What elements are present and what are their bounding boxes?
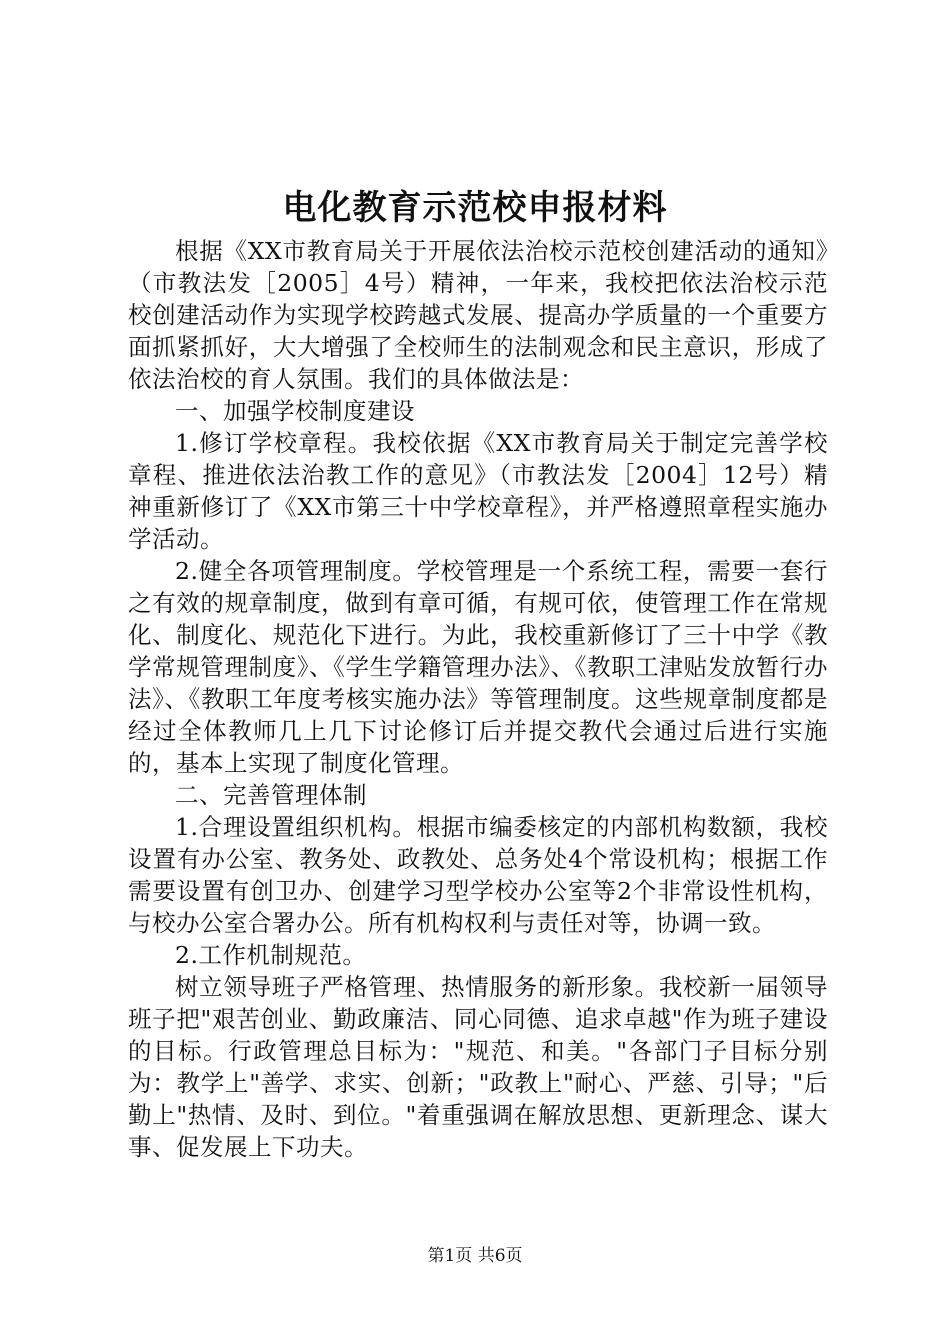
section-heading-1: 一、加强学校制度建设: [175, 397, 415, 425]
document-title: 电化教育示范校申报材料: [282, 188, 668, 228]
paragraph-1-2: 2.健全各项管理制度。学校管理是一个系统工程，需要一套行之有效的规章制度，做到有章可循，有规可依，使管理工作在常规化、制度化、规范化下进行。为此，我校重新修订了三十中学《教学常规管理制度》、《学生学籍管理办法》、《教职工津贴发放暂行办法》、《教职工年度考核实施办法》等管理制度。这些规章制度都是经过全体教师几上几下讨论修订后并提交教代会通过后进行实施的，基本上实现了制度化管理。: [128, 557, 828, 777]
paragraph-2-2-body: 树立领导班子严格管理、热情服务的新形象。我校新一届领导班子把"艰苦创业、勤政廉洁、同心同德、追求卓越"作为班子建设的目标。行政管理总目标为："规范、和美。"各部门子目标分别为：教学上"善学、求实、创新；"政教上"耐心、严慈、引导；"后勤上"热情、及时、到位。"着重强调在解放思想、更新理念、谋大事、促发展上下功夫。: [128, 973, 828, 1161]
paragraph-2-1: 1.合理设置组织机构。根据市编委核定的内部机构数额，我校设置有办公室、教务处、政教处、总务处4个常设机构；根据工作需要设置有创卫办、创建学习型学校办公室等2个非常设性机构，与校办公室合署办公。所有机构权利与责任对等，协调一致。: [128, 813, 828, 937]
paragraph-1-1: 1.修订学校章程。我校依据《XX市教育局关于制定完善学校章程、推进依法治教工作的意见》（市教法发［2004］12号）精神重新修订了《XX市第三十中学校章程》，并严格遵照章程实施办学活动。: [128, 429, 828, 553]
section-heading-2: 二、完善管理体制: [175, 781, 367, 809]
paragraph-2-2: 2.工作机制规范。: [175, 941, 367, 969]
intro-paragraph: 根据《XX市教育局关于开展依法治校示范校创建活动的通知》（市教法发［2005］4号）精神，一年来，我校把依法治校示范校创建活动作为实现学校跨越式发展、提高办学质量的一个重要方面抓紧抓好，大大增强了全校师生的法制观念和民主意识，形成了依法治校的育人氛围。我们的具体做法是：: [128, 237, 828, 393]
page-footer: 第1页 共6页: [427, 1246, 523, 1266]
document-body: [128, 235, 828, 1163]
